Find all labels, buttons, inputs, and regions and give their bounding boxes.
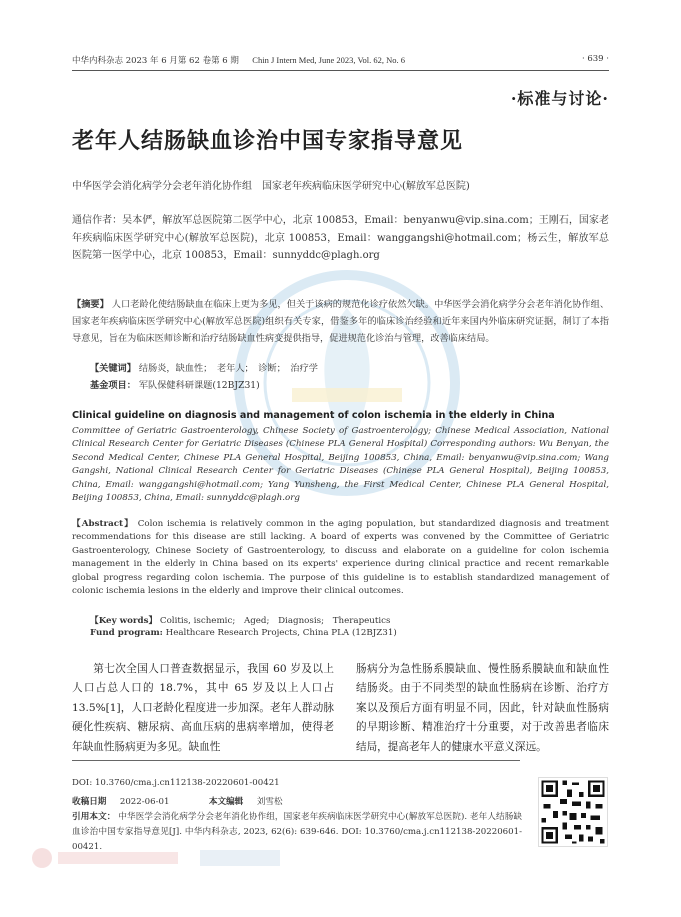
section-tag: ·标准与讨论· (510, 89, 609, 108)
page-number: · 639 · (581, 54, 609, 64)
english-abstract-text: Colon ischemia is relatively common in the aging population, but standardized diagnosis and treatment recommendations for this disease are still lacking. A board of experts was convened by the Committee of Geriatric Gastroenterology, Chinese Society of Gastroenterology, to discuss and elaborate on a guideline for colon ischemia management in the elderly in China based on its experts' experience during clinical practice and recent remarkable global progress regarding colon ischemia. The purpose of this guideline is to establish standardized management of colonic ischemia lesions in the elderly and improve their clinical outcomes. (72, 519, 609, 597)
article-title: 老年人结肠缺血诊治中国专家指导意见 (72, 128, 464, 154)
english-keywords-label: 【Key words】 (90, 616, 158, 626)
fund-cn (90, 377, 260, 391)
body-column-left: 第七次全国人口普查数据显示，我国 60 岁及以上人口占总人口的 18.7%，其中 65 岁及以上人口占 13.5%[1]，人口老龄化程度进一步加深。老年人群动脉硬化性疾病、糖尿病、高血压病的患病率增加，使得老年缺血性肠病更为多见。缺血性 (72, 663, 334, 753)
qr-code-icon[interactable] (538, 777, 608, 847)
keywords-cn (90, 360, 318, 374)
author-list: 中华医学会消化病学分会老年消化协作组 国家老年疾病临床医学研究中心(解放军总医院) (72, 181, 470, 192)
received-date: 2022-06-01 (119, 797, 170, 807)
doi-line[interactable]: DOI: 10.3760/cma.j.cn112138-20220601-00421 (72, 778, 280, 788)
running-header (72, 54, 405, 66)
journal-info-cn: 中华内科杂志 2023 年 6 月第 62 卷第 6 期 (72, 56, 239, 66)
english-fund-text: Healthcare Research Projects, China PLA (12BJZ31) (165, 628, 397, 638)
correspondence-info: 通信作者：吴本俨，解放军总医院第二医学中心，北京 100853，Email：benyanwu@vip.sina.com；王刚石，国家老年疾病临床医学研究中心(解放军总医院)，北京 100853，Email：wanggangshi@hotmail.com；杨云生，解放军总医院第一医学中心，北京 100853，Email：sunnyddc@plagh.org (72, 215, 609, 261)
citation-text: 中华医学会消化病学分会老年消化协作组，国家老年疾病临床医学研究中心(解放军总医院). 老年人结肠缺血诊治中国专家指导意见[J]. 中华内科杂志, 2023, 62(6): 639-646. DOI: 10.3760/cma.j.cn112138-20220601-00421. (72, 812, 523, 852)
received-and-editor (72, 795, 283, 807)
body-column-right: 肠病分为急性肠系膜缺血、慢性肠系膜缺血和缺血性结肠炎。由于不同类型的缺血性肠病在诊断、治疗方案以及预后方面有明显不同，因此，针对缺血性肠病的早期诊断、精准治疗十分重要，对于改善患者临床结局，提高老年人的健康水平意义深远。 (356, 663, 609, 753)
fund-cn-text: 军队保健科研课题(12BJZ31) (138, 380, 260, 391)
abstract-cn (72, 296, 609, 347)
keywords-cn-text: 结肠炎，缺血性； 老年人； 诊断； 治疗学 (138, 363, 318, 374)
header-divider (72, 70, 609, 71)
english-title: Clinical guideline on diagnosis and management of colon ischemia in the elderly in China (72, 410, 555, 421)
english-keywords-text: Colitis, ischemic; Aged; Diagnosis; Therapeutics (159, 616, 391, 626)
english-keywords (90, 614, 390, 626)
keywords-cn-label: 【关键词】 (90, 363, 136, 374)
english-fund (90, 628, 397, 638)
editor-label: 本文编辑 (208, 797, 244, 807)
publisher-logo-watermark (30, 846, 285, 870)
footer-divider (72, 760, 520, 761)
english-affiliation: Committee of Geriatric Gastroenterology, Chinese Society of Gastroenterology; Chinese Medical Association, National Clinical Research Center for Geriatric Diseases (Chinese PLA General Hospital) Corresponding authors: Wu Benyan, the Second Medical Center, Chinese PLA General Hospital, Beijing 100853, China, Email: benyanwu@vip.sina.com; Wang Gangshi, National Clinical Research Center for Geriatric Diseases (Chinese PLA General Hospital), Beijing 100853, China, Email: wanggangshi@hotmail.com; Yang Yunsheng, the First Medical Center, Chinese PLA General Hospital, Beijing 100853, China, Email: sunnyddc@plagh.org (72, 426, 609, 504)
abstract-cn-text: 人口老龄化使结肠缺血在临床上更为多见，但关于该病的规范化诊疗依然欠缺。中华医学会消化病学分会老年消化协作组、国家老年疾病临床医学研究中心(解放军总医院)组织有关专家，借鉴多年的临床诊治经验和近年来国内外临床研究证据，制订了本指导意见，旨在为临床医师诊断和治疗结肠缺血性病变提供指导，促进规范化诊治与管理，改善临床结局。 (72, 299, 610, 344)
editor-name: 刘雪松 (256, 797, 283, 807)
english-fund-label: Fund program: (90, 628, 163, 638)
english-abstract-label: 【Abstract】 (72, 519, 134, 529)
fund-cn-label: 基金项目： (90, 380, 136, 391)
journal-info-en: Chin J Intern Med, June 2023, Vol. 62, No. 6 (252, 55, 405, 65)
english-abstract (72, 518, 609, 598)
abstract-cn-label: 【摘要】 (72, 299, 109, 310)
received-label: 收稿日期 (72, 797, 107, 807)
citation-label: 引用本文： (72, 812, 116, 822)
